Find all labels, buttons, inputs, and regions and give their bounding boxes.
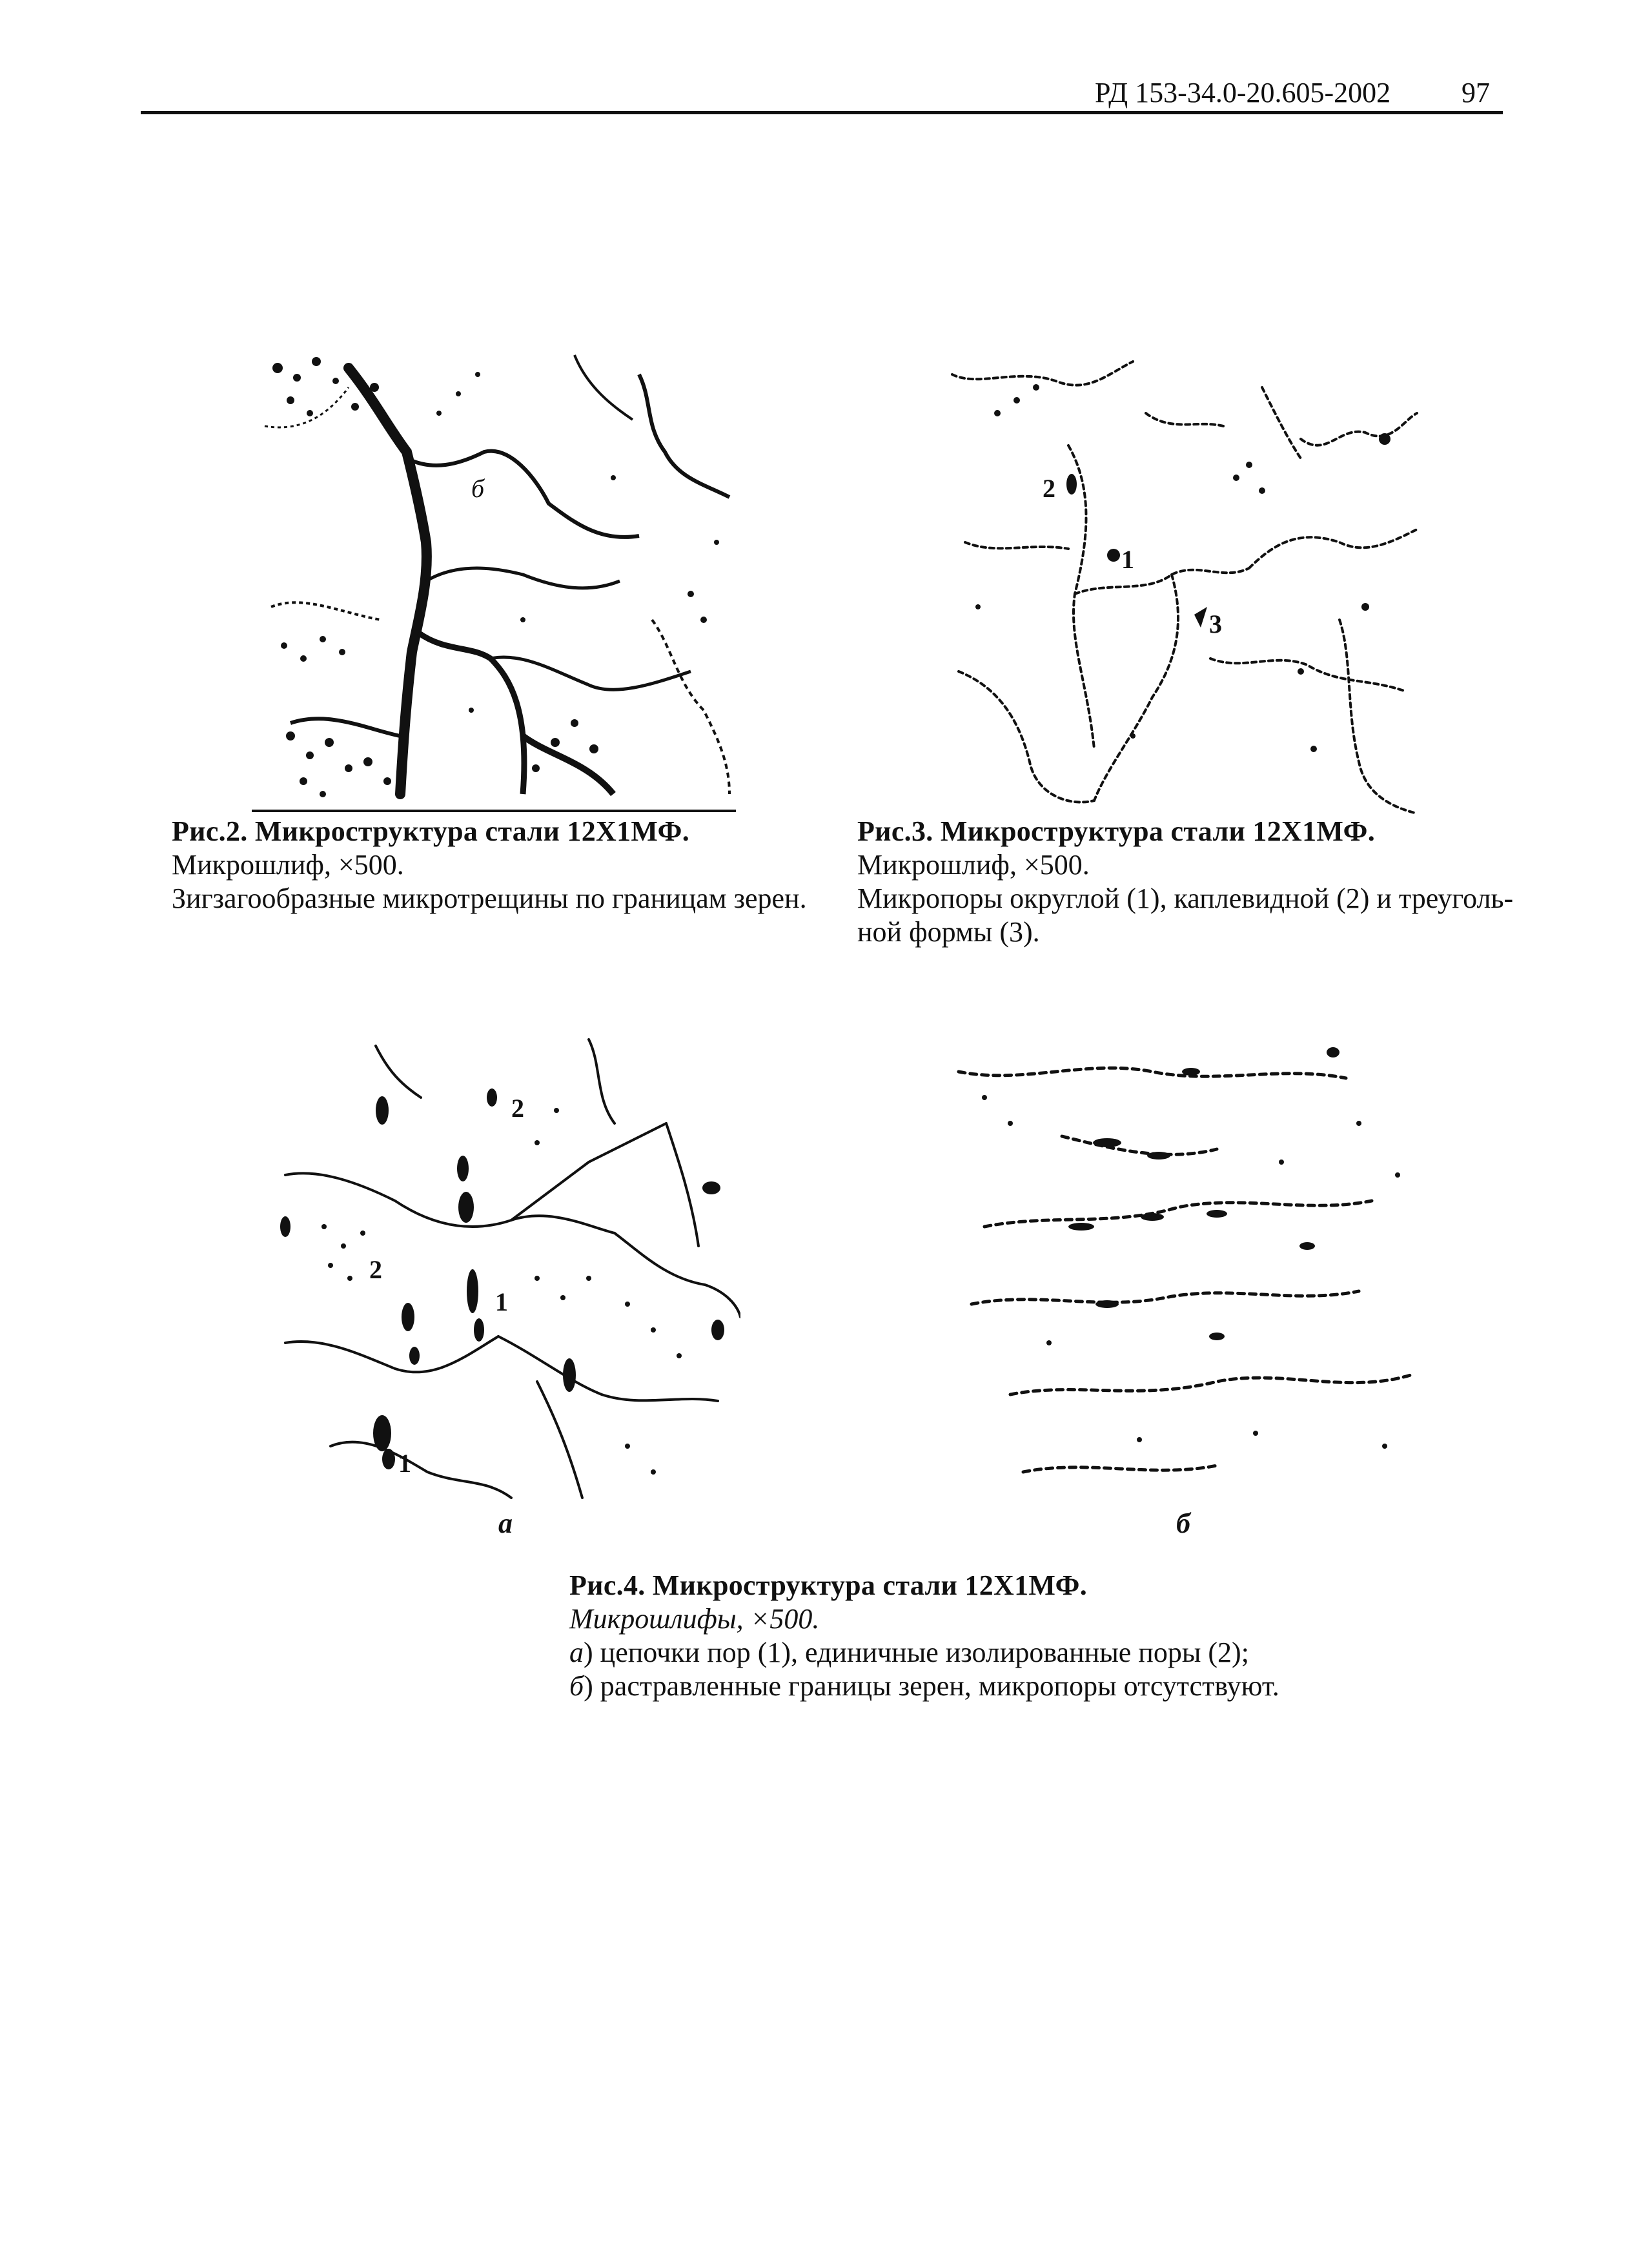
fig4a-label-1-center: 1 bbox=[495, 1287, 508, 1316]
fig2-image bbox=[252, 349, 736, 813]
fig2-line2: Зигзагообразные микротрещины по границам зерен. bbox=[172, 883, 807, 914]
fig3-line1: Микрошлиф, ×500. bbox=[857, 849, 1090, 881]
fig3-label-1: 1 bbox=[1121, 545, 1134, 574]
fig3-line3: ной формы (3). bbox=[857, 916, 1040, 948]
fig2-line1: Микрошлиф, ×500. bbox=[172, 849, 404, 881]
fig4-panel-b-label: б bbox=[1176, 1507, 1190, 1539]
page-number: 97 bbox=[1462, 77, 1490, 108]
page-header bbox=[141, 76, 1503, 115]
fig4a-image bbox=[266, 1033, 740, 1511]
fig4-line1: Микрошлифы, ×500. bbox=[569, 1603, 820, 1635]
fig3-title: Рис.3. Микроструктура стали 12Х1МФ. bbox=[857, 815, 1376, 847]
fig4-title: Рис.4. Микроструктура стали 12Х1МФ. bbox=[569, 1569, 1088, 1601]
fig3-label-2: 2 bbox=[1043, 474, 1055, 503]
fig2-caption bbox=[172, 815, 817, 915]
fig4-caption bbox=[569, 1569, 1344, 1703]
fig4a-micrograph bbox=[266, 1033, 740, 1511]
fig4-line3-letter: б bbox=[569, 1670, 584, 1702]
fig4a-label-2-left: 2 bbox=[369, 1255, 382, 1284]
header-rule bbox=[141, 111, 1503, 114]
fig4a-label-2-top: 2 bbox=[511, 1094, 524, 1123]
fig4b-image bbox=[946, 1033, 1433, 1511]
fig3-caption bbox=[857, 815, 1535, 949]
fig2-image-label: б bbox=[471, 474, 485, 503]
fig2-micrograph bbox=[252, 349, 736, 813]
fig4-line2-text: ) цепочки пор (1), единичные изолированные поры (2); bbox=[584, 1637, 1249, 1668]
fig3-image bbox=[939, 349, 1420, 820]
fig4-line3-text: ) растравленные границы зерен, микропоры отсутствуют. bbox=[584, 1670, 1279, 1702]
fig4-line3 bbox=[569, 1670, 1344, 1703]
fig4-line2 bbox=[569, 1636, 1344, 1670]
fig4-panel-a-label: а bbox=[498, 1507, 513, 1539]
fig3-line2: Микропоры округлой (1), каплевидной (2) и треуголь- bbox=[857, 883, 1514, 914]
fig4-line2-letter: а bbox=[569, 1637, 584, 1668]
fig4a-label-1-bottom: 1 bbox=[398, 1449, 411, 1478]
fig3-micrograph bbox=[939, 349, 1420, 820]
document-id: РД 153-34.0-20.605-2002 bbox=[1095, 77, 1391, 108]
fig4b-micrograph bbox=[946, 1033, 1433, 1511]
fig3-label-3: 3 bbox=[1209, 609, 1222, 639]
fig2-title: Рис.2. Микроструктура стали 12Х1МФ. bbox=[172, 815, 690, 847]
